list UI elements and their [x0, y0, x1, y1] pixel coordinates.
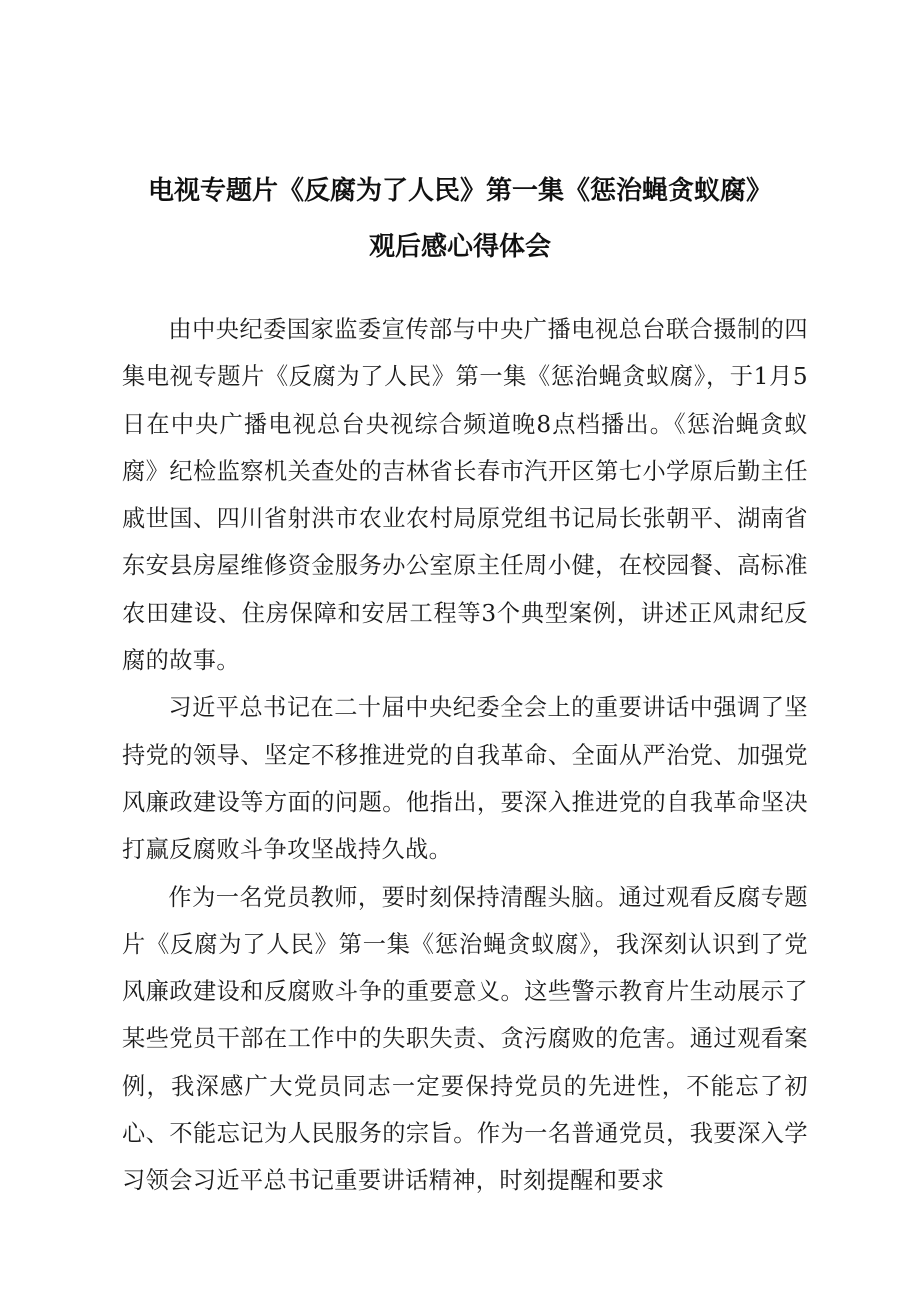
paragraph: 由中央纪委国家监委宣传部与中央广播电视总台联合摄制的四集电视专题片《反腐为了人民》第一集《惩治蝇贪蚁腐》，于1月5日在中央广播电视总台央视综合频道晚8点档播出。《惩治蝇贪蚁腐》纪检监察机关查处的吉林省长春市汽开区第七小学原后勤主任戚世国、四川省射洪市农业农村局原党组书记局长张朝平、湖南省东安县房屋维修资金服务办公室原主任周小健，在校园餐、高标准农田建设、住房保障和安居工程等3个典型案例，讲述正风肃纪反腐的故事。 [122, 316, 808, 675]
paragraph: 作为一名党员教师，要时刻保持清醒头脑。通过观看反腐专题片《反腐为了人民》第一集《惩治蝇贪蚁腐》，我深刻认识到了党风廉政建设和反腐败斗争的重要意义。这些警示教育片生动展示了某些党员干部在工作中的失职失责、贪污腐败的危害。通过观看案例，我深感广大党员同志一定要保持党员的先进性，不能忘了初心、不能忘记为人民服务的宗旨。作为一名普通党员，我要深入学习领会习近平总书记重要讲话精神，时刻提醒和要求 [122, 883, 808, 1195]
document-subtitle: 观后感心得体会 [368, 232, 551, 262]
document-body [122, 306, 808, 1205]
document-title: 电视专题片《反腐为了人民》第一集《惩治蝇贪蚁腐》 [147, 176, 772, 206]
paragraph: 习近平总书记在二十届中央纪委全会上的重要讲话中强调了坚持党的领导、坚定不移推进党的自我革命、全面从严治党、加强党风廉政建设等方面的问题。他指出，要深入推进党的自我革命坚决打赢反腐败斗争攻坚战持久战。 [122, 694, 808, 864]
